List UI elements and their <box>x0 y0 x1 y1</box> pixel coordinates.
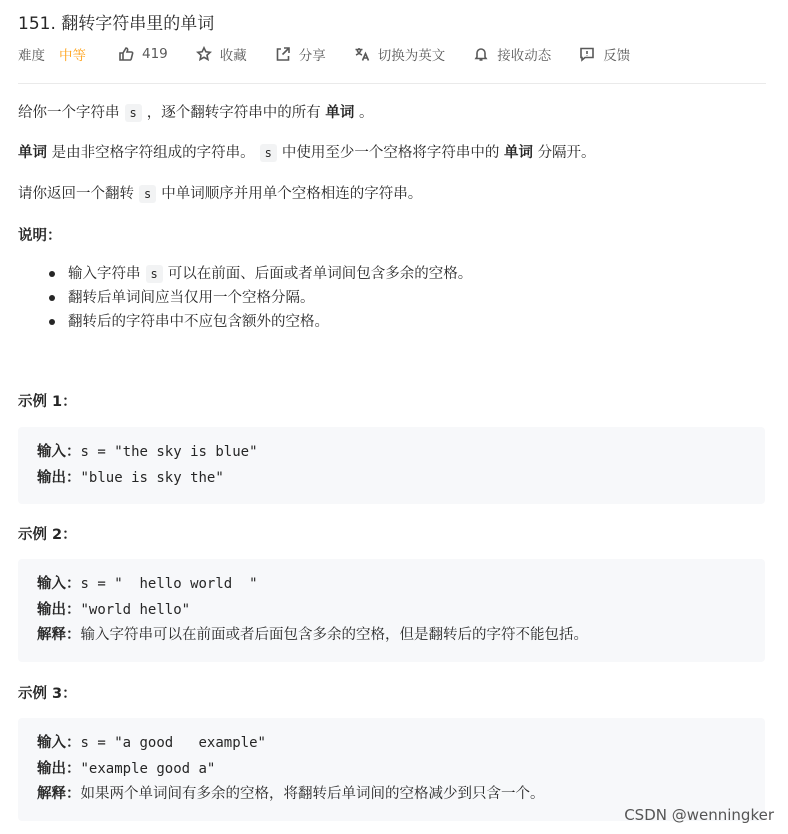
example-1-output <box>37 468 224 488</box>
text: 可以在前面、后面或者单词间包含多余的空格。 <box>167 266 473 282</box>
example-3-input <box>37 733 266 753</box>
list-item: 翻转后的字符串中不应包含额外的空格。 <box>68 310 472 334</box>
share-button[interactable] <box>275 44 326 64</box>
input-key: 输入： <box>37 576 81 592</box>
inline-code: s <box>146 265 163 283</box>
inline-code: s <box>139 185 156 203</box>
example-2-heading: 示例 2： <box>18 527 77 543</box>
output-key: 输出： <box>37 602 81 618</box>
example-3-heading: 示例 3： <box>18 686 77 702</box>
input-value: s = " hello world " <box>80 576 258 592</box>
switch-language-label: 切换为英文 <box>377 48 446 64</box>
bell-icon <box>473 46 489 62</box>
text: 请你返回一个翻转 <box>18 186 134 202</box>
favorite-label: 收藏 <box>219 48 247 64</box>
share-icon <box>275 46 291 62</box>
explain-value: 输入字符串可以在前面或者后面包含多余的空格，但是翻转后的字符不能包括。 <box>80 627 588 643</box>
text: 中单词顺序并用单个空格相连的字符串。 <box>161 186 423 202</box>
text: 。 <box>358 105 374 121</box>
output-key: 输出： <box>37 761 81 777</box>
explain-key: 解释： <box>37 786 81 802</box>
bold-term: 单词 <box>503 145 533 161</box>
text: 输入字符串 <box>68 266 141 282</box>
list-item <box>68 262 472 286</box>
example-1-heading: 示例 1： <box>18 394 77 410</box>
notes-list <box>18 262 472 334</box>
problem-title: 151. 翻转字符串里的单词 <box>18 14 215 34</box>
text: 是由非空格字符组成的字符串。 <box>51 145 255 161</box>
translate-icon <box>354 46 370 62</box>
text: 分隔开。 <box>537 145 596 161</box>
description-paragraph-2 <box>18 143 596 163</box>
difficulty-label: 难度 <box>18 48 45 64</box>
text: 给你一个字符串 <box>18 105 120 121</box>
input-key: 输入： <box>37 735 81 751</box>
list-item: 翻转后单词间应当仅用一个空格分隔。 <box>68 286 472 310</box>
switch-language-button[interactable] <box>354 44 446 64</box>
description-paragraph-3 <box>18 184 422 204</box>
problem-meta-bar <box>18 44 658 64</box>
example-1-input <box>37 442 258 462</box>
explain-key: 解释： <box>37 627 81 643</box>
like-count: 419 <box>142 46 168 62</box>
example-2-block <box>18 559 765 662</box>
example-1-block <box>18 427 765 504</box>
input-value: s = "the sky is blue" <box>80 444 258 460</box>
description-paragraph-1 <box>18 103 373 123</box>
feedback-label: 反馈 <box>603 48 631 64</box>
share-label: 分享 <box>298 48 326 64</box>
input-key: 输入： <box>37 444 81 460</box>
example-2-explanation <box>37 625 588 645</box>
bold-term: 单词 <box>325 105 355 121</box>
difficulty-value: 中等 <box>59 48 86 64</box>
example-3-output <box>37 759 215 779</box>
explain-value: 如果两个单词间有多余的空格，将翻转后单词间的空格减少到只含一个。 <box>80 786 545 802</box>
output-value: "world hello" <box>80 602 191 618</box>
subscribe-button[interactable] <box>473 44 551 64</box>
feedback-icon <box>579 46 595 62</box>
watermark: CSDN @wenningker <box>624 806 774 824</box>
text: 中使用至少一个空格将字符串中的 <box>281 145 500 161</box>
input-value: s = "a good example" <box>80 735 266 751</box>
output-value: "blue is sky the" <box>80 470 224 486</box>
notes-heading: 说明： <box>18 228 62 244</box>
output-value: "example good a" <box>80 761 216 777</box>
subscribe-label: 接收动态 <box>497 48 552 64</box>
example-3-explanation <box>37 784 545 804</box>
output-key: 输出： <box>37 470 81 486</box>
example-2-output <box>37 600 190 620</box>
thumbs-up-icon <box>118 46 134 62</box>
favorite-button[interactable] <box>196 44 247 64</box>
inline-code: s <box>125 104 142 122</box>
like-button[interactable] <box>118 46 168 62</box>
text: ，逐个翻转字符串中的所有 <box>146 105 321 121</box>
header-divider <box>18 83 766 84</box>
example-2-input <box>37 574 258 594</box>
bold-term: 单词 <box>18 145 47 161</box>
feedback-button[interactable] <box>579 44 630 64</box>
inline-code: s <box>260 144 277 162</box>
star-icon <box>196 46 212 62</box>
